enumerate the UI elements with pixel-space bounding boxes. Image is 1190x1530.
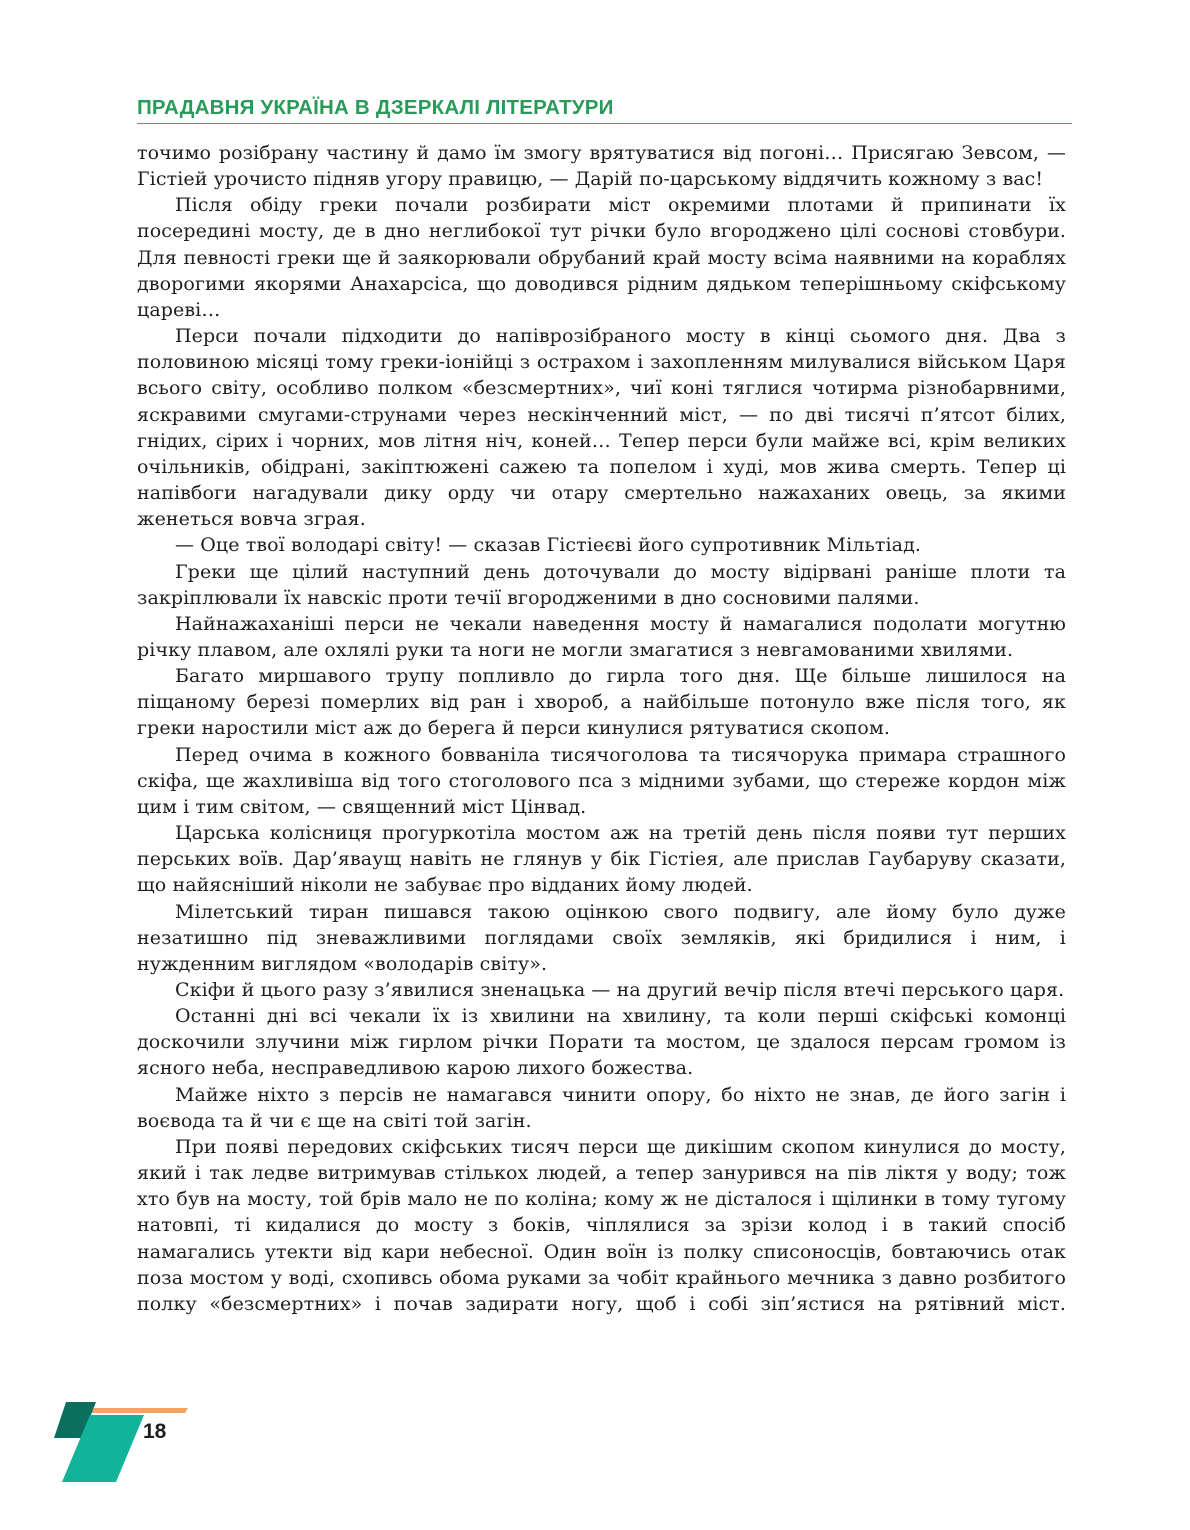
paragraph: Останні дні всі чекали їх із хвилини на хвилину, та коли перші скіфські комонці доскочили злучини між гирлом річки Порати та мостом, це здалося персам громом із ясного неба, несправедливою карою лихого божества. [137,1005,1066,1080]
page-corner-decoration [54,1402,194,1482]
paragraph: Царська колісниця прогуркотіла мостом аж на третій день після появи тут перших перських воїв. Дар’яваущ навіть не глянув у бік Гістіея, але прислав Гаубаруву сказати, що найясніший ніколи не забуває про відданих йому людей. [137,822,1066,897]
paragraph: Греки ще цілий наступний день доточували до мосту відірвані раніше плоти та закріплювали їх навскіс проти течії вгородженими в дно сосновими палями. [137,560,1066,609]
paragraph: Мілетський тиран пишався такою оцінкою свого подвигу, але йому було дуже незатишно під зневажливими поглядами своїх земляків, які бридилися і ним, і нужденним виглядом «володарів світу». [137,900,1066,975]
paragraph: Після обіду греки почали розбирати міст окремими плотами й припинати їх посередині мосту, де в дно неглибокої тут річки було вгороджено цілі соснові стовбури. Для певності греки ще й заякорювали обрубаний край мосту всіма наявними на кораблях дворогими якорями Анахарсіса, що доводився рідним дядьком теперішньому скіфському цареві… [137,194,1066,321]
paragraph: При появі передових скіфських тисяч перси ще дикішим скопом кинулися до мосту, який і так ледве витримував стількох людей, а тепер занурився на пів ліктя у воду; тож хто був на мосту, той брів мало не по коліна; кому ж не дісталося і щілинки в тому тугому натовпі, ті кидалися до мосту з боків, чіплялися за зрізи колод і в такий спосіб намагались утекти від кари небесної. Один воїн із полку списоносців, бовтаючись отак поза мостом у воді, схопивсь обома руками за чобіт крайнього мечника з давно розбитого полку «безсмертних» і почав задирати ногу, щоб і собі зіп’ястися на рятівний міст. [137,1135,1066,1315]
paragraph: Перси почали підходити до напіврозібраного мосту в кінці сьомого дня. Два з половиною місяці тому греки-іонійці з острахом і захопленням милувалися військом Царя всього світу, особливо полком «безсмертних», чиї коні тяглися чотирма різнобарвними, яскравими смугами-струнами через нескінченний міст, — по дві тисячі п’ятсот білих, гнідих, сірих і чорних, мов літня ніч, коней… Тепер перси були майже всі, крім великих очільників, обідрані, закіптюжені сажею та попелом і худі, мов жива смерть. Тепер ці напівбоги нагадували дику орду чи отару смертельно нажаханих овець, за якими женеться вовча зграя. [137,325,1066,531]
header-divider [137,123,1072,124]
paragraph: — Оце твої володарі світу! — сказав Гістіеєві його супротивник Мільтіад. [175,534,922,557]
paragraph: Перед очима в кожного бовваніла тисячоголова та тисячорука примара страшного скіфа, ще жахливіша від того стоголового пса з мідними зубами, що стереже кордон між цим і тим світом, — священний міст Цінвад. [137,743,1066,818]
paragraph: Багато миршавого трупу попливло до гирла того дня. Ще більше лишилося на піщаному березі померлих від ран і хвороб, а найбільше потонуло вже після того, як греки наростили міст аж до берега й перси кинулися рятуватися скопом. [137,665,1066,740]
paragraph: Скіфи й цього разу з’явилися зненацька — на другий вечір після втечі перського царя. [175,979,1065,1001]
page-number: 18 [143,1420,167,1443]
body-text [137,140,1066,1317]
running-header-title: ПРАДАВНЯ УКРАЇНА В ДЗЕРКАЛІ ЛІТЕРАТУРИ [137,96,614,119]
paragraph: точимо розібрану частину й дамо їм змогу врятуватися від погоні… Присягаю Зевсом, — Гістіей урочисто підняв угору правицю, — Дарій по-царському віддячить кожному з вас! [137,142,1066,191]
paragraph: Найнажаханіші перси не чекали наведення мосту й намагалися подолати могутню річку плавом, але охлялі руки та ноги не могли змагатися з невгамованими хвилями. [137,612,1066,661]
paragraph: Майже ніхто з персів не намагався чинити опору, бо ніхто не знав, де його загін і воєвода та й чи є ще на світі той загін. [137,1083,1066,1132]
orange-stripe [91,1408,188,1413]
